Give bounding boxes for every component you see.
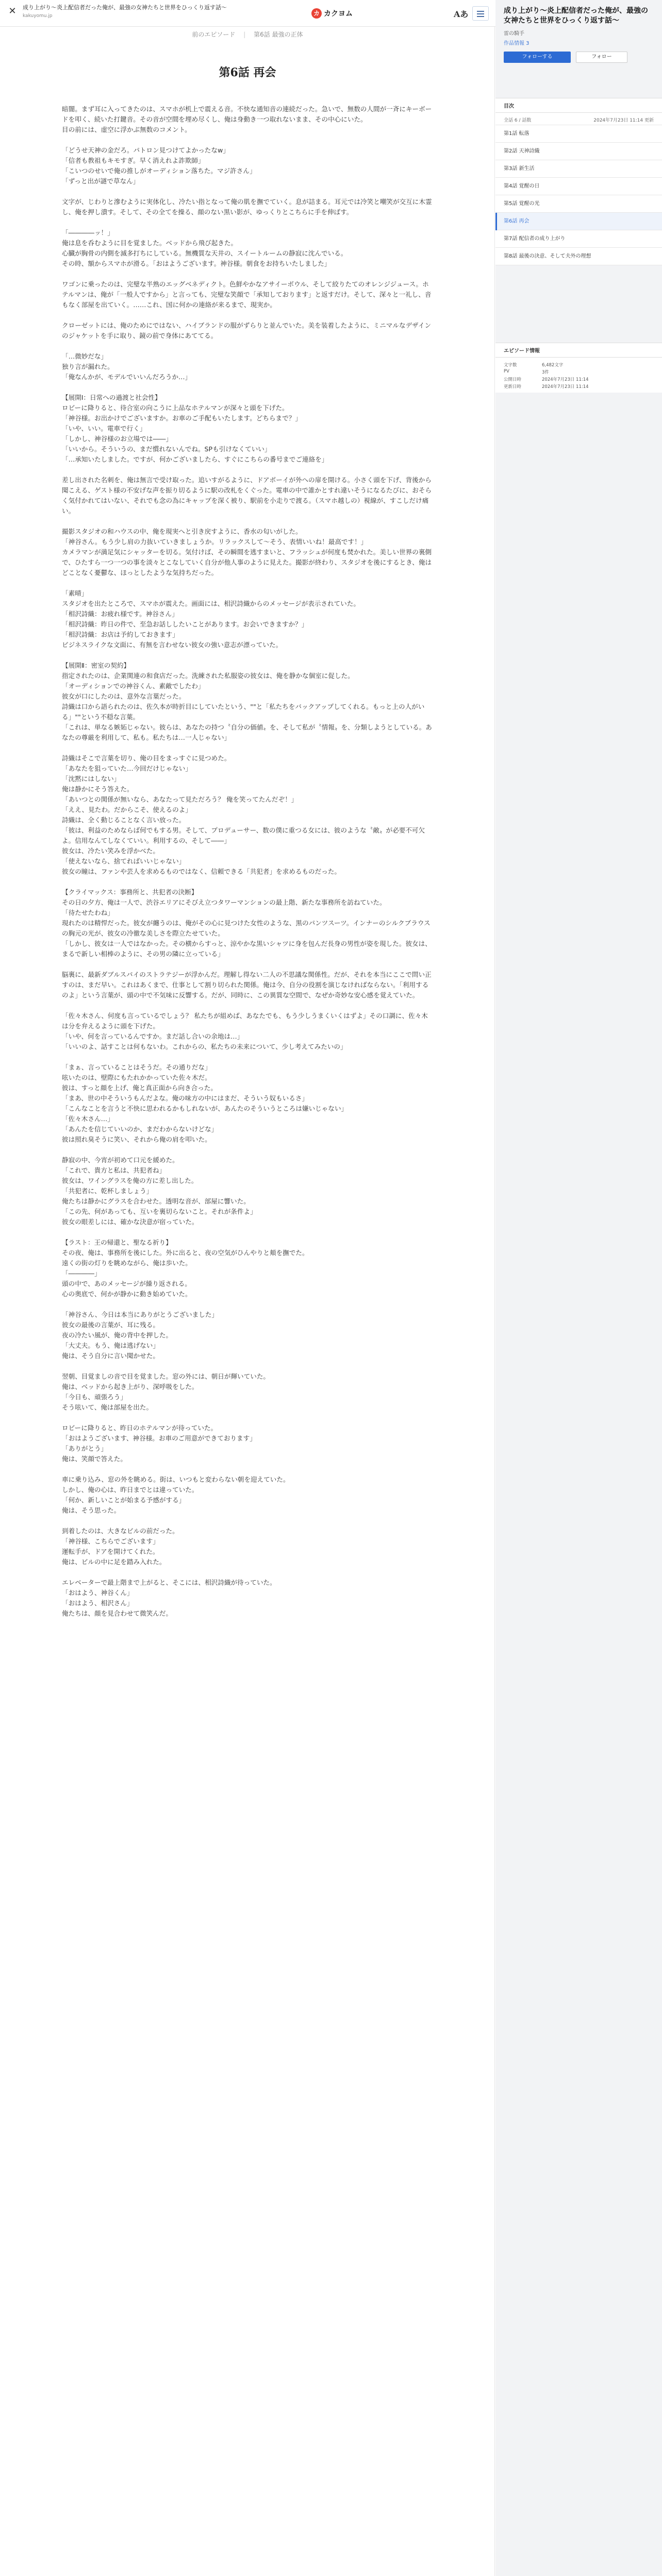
toc-item[interactable]: 第5話 覚醒の光 <box>495 195 662 213</box>
body-paragraph: 翌朝、目覚ましの音で目を覚ました。窓の外には、朝日が輝いていた。 俺は、ベッドから起き上がり、深呼吸をした。 「今日も、頑張ろう」 そう呟いて、俺は部屋を出た。 <box>62 1372 270 1411</box>
current-episode-link[interactable]: 第6話 最強の正体 <box>254 31 303 38</box>
site-logo-text: カクヨム <box>324 10 353 18</box>
sidebar <box>495 0 662 2576</box>
menu-button[interactable] <box>472 6 489 21</box>
toc-updated: 2024年7月23日 11:14 更新 <box>593 118 654 123</box>
reader-pane <box>0 27 495 2576</box>
body-paragraph: 静寂の中、今宵が初めて口元を緩めた。 「これで、貴方と私は、共犯者ね」 彼女は、ワイングラスを俺の方に差し出した。 「共犯者に、乾杯しましょう」 俺たちは静かにグラスを合わせた。透明な音が、部屋に響いた。 「この先、何があっても、互いを裏切らないこと。それが条件よ」 彼女の眼差しには、確かな決意が宿っていた。 <box>62 1156 257 1226</box>
toc-item[interactable]: 第7話 配信者の成り上がり <box>495 230 662 248</box>
toc-title: 目次 <box>495 98 662 113</box>
body-paragraph: 「…微妙だな」 独り言が漏れた。 「俺なんかが、モデルでいいんだろうか…」 <box>62 352 192 381</box>
episode-nav <box>0 30 495 39</box>
body-paragraph: 「まぁ、言っていることはそうだ。その通りだな」 呟いたのは、壁際にもたれかかっていた佐々木だ。 彼は、すっと顔を上げ、俺と真正面から向き合った。 「まあ、世の中そういうもんだよな。俺の味方の中にはまだ、そういう奴もいるさ」 「こんなことを言うと不快に思われるかもしれないが、あんたのそういうところは嫌いじゃない」 「佐々木さん…」 「あんたを信じていいのか、まだわからないけどな」 彼は照れ臭そうに笑い、それから俺の肩を叩いた。 <box>62 1063 348 1143</box>
info-key: PV <box>504 369 509 374</box>
close-icon[interactable]: ✕ <box>8 6 16 16</box>
episode-info <box>495 343 662 393</box>
info-list <box>495 361 662 389</box>
hamburger-icon <box>477 11 484 12</box>
body-paragraph: 暗闇。まず耳に入ってきたのは、スマホが机上で震える音。不快な通知音の連続だった。急いで、無数の人間が一斉にキーボードを叩く、続いた打鍵音。その音が空間を埋め尽くし、俺は身動き一つ取れないまま、その中心にいた。 目の前には、虚空に浮かぶ無数のコメント。 <box>62 105 432 133</box>
hamburger-icon-line <box>477 13 484 14</box>
toc-item[interactable]: 第4話 覚醒の日 <box>495 178 662 195</box>
body-paragraph: ワゴンに乗ったのは、完璧な半熟のエッグベネディクト。色鮮やかなアサイーボウル、そして絞りたてのオレンジジュース。ホテルマンは、俺が「一般人ですから」と言っても、完璧な笑顔で「承知しております」と返すだけ。そして、深々と一礼し、音もなく部屋を出ていく。……これ、国に何かの連絡が来るまで、現実か。 <box>62 280 432 309</box>
toc-item[interactable]: 第2話 天神詩織 <box>495 143 662 160</box>
body-paragraph: 脳裏に、最新ダブルスパイのストラテジーが浮かんだ。理解し得ない二人の不思議な関係性。だが、それを本当にここで問い正すのは、まだ早い。これはあくまで、仕事として割り切られた関係。俺は今、自分の役割を演じなければならない。「利用するのよ」という言葉が、頭の中で不気味に反響する。だが、同時に、この異質な空間で、なぜか奇妙な安心感を覚えていた。 <box>62 971 432 999</box>
body-paragraph: 【展開Ⅰ：日常への過渡と社会性】 ロビーに降りると、待合室の向こうに上品なホテルマンが深々と頭を下げた。 「神谷様。お出かけでございますか。お車のご手配もいたします。どちらまで？」 「いや、いい。電車で行く」 「しかし、神谷様のお立場では――」 「いいから。そういうの、まだ慣れないんでね。SPも引けなくていい」 「…承知いたしました。ですが、何かございましたら、すぐにこちらの番号までご連絡を」 <box>62 394 328 463</box>
body-paragraph: 差し出された名刺を、俺は無言で受け取った。追いすがるように、ドアボーイが外への扉を開ける。小さく頭を下げ、背後から聞こえる、ゲスト様の不安げな声を振り切るように駅の改札をくぐった。電車の中で誰かとすれ違いそうになるたびに、おそらく気付かれてはいない、それでも念の為にキャップを深く被り、駅前を小走りで渡る。（スマホ越しの）視線が、すこしだけ痛い。 <box>62 476 432 515</box>
toc-item[interactable]: 第6話 再会 <box>495 213 662 230</box>
info-row <box>495 361 662 368</box>
hamburger-icon-line <box>477 16 484 17</box>
work-card <box>495 0 662 70</box>
toc-list <box>495 125 662 265</box>
info-row <box>495 368 662 375</box>
info-value: 6,482文字 <box>542 363 564 368</box>
kakuyomu-logo-icon: カ <box>311 8 322 19</box>
body-paragraph: 「どうせ天神の金だろ。パトロン見つけてよかったなw」 「信者も教祖もキモすぎ。早く消えれよ詐欺師」 「こいつのせいで俺の推しがオーディション落ちた。マジ許さん」 「ずっと出が謎で草なん」 <box>62 146 256 185</box>
info-key: 更新日時 <box>504 384 522 389</box>
episode-info-title: エピソード情報 <box>495 343 662 358</box>
follow-author-button[interactable]: フォロー <box>576 52 627 63</box>
work-title[interactable]: 成り上がり〜炎上配信者だった俺が、最強の女神たちと世界をひっくり返す話〜 <box>504 7 648 25</box>
body-paragraph: 到着したのは、大きなビルの前だった。 「神谷様、こちらでございます」 運転手が、ドアを開けてくれた。 俺は、ビルの中に足を踏み入れた。 <box>62 1527 179 1566</box>
info-padding <box>495 389 662 393</box>
work-stats-link[interactable]: 作品情報 3 <box>504 41 529 46</box>
toc-item[interactable]: 第8話 最後の決意、そして夫外の理想 <box>495 248 662 265</box>
prev-episode-link[interactable]: 前のエピソード <box>192 31 236 38</box>
body-paragraph: 【クライマックス：事務所と、共犯者の決断】 その日の夕方、俺は一人で、渋谷エリアにそびえ立つタワーマンションの最上階、新たな事務所を訪ねていた。 「待たせたわね」 現れたのは精悍だった。彼女が纏うのは、俺がその心に見つけた女性のような、黒のパンツスーツ。インナーのシルクブラウスの胸元の光が、彼女の冷徹な美しさを際立たせていた。 「しかし、彼女は一人ではなかった。その横からすっと、涼やかな黒いシャツに身を包んだ長身の男性が姿を現した。彼女は、まるで新しい相棒のように、その男の隣に立っている」 <box>62 888 432 958</box>
info-key: 公開日時 <box>504 377 522 382</box>
body-paragraph: 【展開Ⅱ：密室の契約】 指定されたのは、企業関連の和食店だった。洗練された私服姿の彼女は、俺を静かな個室に促した。 「オーディションでの神谷くん、素敵でしたわ」 彼女が口にしたのは、意外な言葉だった。 詩織は口から語られたのは、佐久本が時折目にしていたという、""と「私たちをバックアップしてくれる。もっと上の人がいる」""という不穏な言葉。 「これは、単なる嫉妬じゃない。彼らは、あなたの持つ〝自分の価値〟を、そして私が〝情報〟を、分類しようとしている。あなたの尊厳を利用して、私も。私たちは…一人じゃない」 <box>62 662 432 741</box>
work-actions <box>504 52 654 63</box>
info-value: 2024年7月23日 11:14 <box>542 377 589 382</box>
body-paragraph: 詩織はそこで言葉を切り、俺の目をまっすぐに見つめた。 「あなたを狙っていた…今回だけじゃない」 「沈黙にはしない」 俺は静かにそう答えた。 「あいつとの関係が無いなら、あなたって見ただろう？ 俺を笑ってたんだぞ！」 「ええ、見たわ。だからこそ、使えるのよ」 詩織は、全く動じることなく言い放った。 「彼は、利益のためならば何でもする男。そして、プロデューサー、数の僕に重つる女には、彼のような〝敵〟が必要不可欠よ。信用なんてしなくていい。利用するの、そして――」 彼女は、冷たい笑みを浮かべた。 「使えないなら、捨てればいいじゃない」 彼女の瞳は、ファンや芸人を求めるものではなく、信頼できる「共犯者」を求めるものだった。 <box>62 754 425 875</box>
body-paragraph: エレベーターで最上階まで上がると、そこには、相沢詩織が待っていた。 「おはよう、神谷くん」 「おはよう、相沢さん」 俺たちは、顔を見合わせて微笑んだ。 <box>62 1579 276 1617</box>
follow-work-button[interactable]: フォローする <box>504 52 571 63</box>
body-paragraph: ロビーに降りると、昨日のホテルマンが待っていた。 「おはようございます、神谷様。お車のご用意ができております」 「ありがとう」 俺は、笑顔で答えた。 <box>62 1424 256 1463</box>
toc-count: 全話 6 / 話数 <box>504 118 532 123</box>
body-paragraph: 撮影スタジオの和ハウスの中、俺を現実へと引き戻すように、香水の匂いがした。 「神谷さん。もう少し肩の力抜いていきましょうか。リラックスして～そう、表情いいね！最高です！」 カメラマンが満足気にシャッターを切る。気付けば、その瞬間を逃すまいと、フラッシュが何度も焚かれた。美しい世界の裏側で、ひたすら一つ一つの事を淡々とこなしていく自分が他人事のように見えた。撮影が終わり、スタジオを後にするとき、俺はどことなく憂鬱な、ほっとしたような気持ちだった。 <box>62 528 432 577</box>
body-paragraph: クローゼットには、俺のためにではない、ハイブランドの服がずらりと並んでいた。美を装着したように、ミニマルなデザインのジャケットを手に取り、鏡の前で身体にあててる。 <box>62 321 432 340</box>
body-paragraph: 「――――ッ！」 俺は息を呑むように目を覚ました。ベッドから飛び起きた。 心臓が胸骨の内側を滅多打ちにしている。無機質な天井の、スイートルームの静寂に沈んでいる。 その時、額からスマホが滑る。「おはようございます。神谷様。朝食をお持ちいたしました」 <box>62 229 347 267</box>
site-logo[interactable] <box>311 7 353 20</box>
body-paragraph: 「佐々木さん、何度も言っているでしょう？ 私たちが組めば、あなたでも、もう少しうまくいくはずよ」その口調に、佐々木は分を弁えるように頭を下げた。 「いや、何を言っているんですか。まだ話し合いの余地は…」 「いいのよ、話すことは何もないわ。これからの、私たちの未来について、少し考えてみたいの」 <box>62 1012 428 1050</box>
window-title: 成り上がり〜炎上配信者だった俺が、最強の女神たちと世界をひっくり返す話〜 <box>23 4 227 11</box>
text-settings-button[interactable]: Aあ <box>454 9 469 19</box>
info-value: 3件 <box>542 370 549 375</box>
toc-item[interactable]: 第3話 新生活 <box>495 160 662 178</box>
body-paragraph: 【ラスト：王の帰還と、聖なる祈り】 その夜、俺は、事務所を後にした。外に出ると、夜の空気がひんやりと頬を撫でた。 遠くの街の灯りを眺めながら、俺は歩いた。 「――――」 頭の中で、あのメッセージが繰り返される。 心の奥底で、何かが静かに動き始めていた。 <box>62 1239 309 1298</box>
body-paragraph: 文字が、じわりと滲むように実体化し、冷たい指となって俺の肌を撫でていく。息が詰まる。耳元では冷笑と嘲笑が交互に木霊し、俺を押し潰す。そして、その全てを操る、顔のない黒い影が、ゆっくりとこちらに手を伸ばす。 <box>62 198 432 216</box>
table-of-contents <box>495 98 662 265</box>
episode-title: 第6話 再会 <box>219 66 276 79</box>
toc-meta <box>495 113 662 125</box>
nav-separator: | <box>243 31 246 38</box>
info-value: 2024年7月23日 11:14 <box>542 384 589 389</box>
page-url: kakuyomu.jp <box>23 13 53 19</box>
episode-body <box>62 104 433 1629</box>
info-row <box>495 375 662 382</box>
toc-item[interactable]: 第1話 転落 <box>495 125 662 143</box>
info-row <box>495 382 662 389</box>
info-key: 文字数 <box>504 363 517 368</box>
body-paragraph: 「素晴」 スタジオを出たところで、スマホが震えた。画面には、相沢詩織からのメッセージが表示されていた。 「相沢詩織：お疲れ様です。神谷さん」 「相沢詩織：昨日の件で、至急お話ししたいことがあります。お会いできますか？」 「相沢詩織：お店は予約しておきます」 ビジネスライクな文面に、有無を言わせない彼女の強い意志が漂っていた。 <box>62 589 360 649</box>
body-paragraph: 車に乗り込み、窓の外を眺める。街は、いつもと変わらない朝を迎えていた。 しかし、俺の心は、昨日までとは違っていた。 「何か、新しいことが始まる予感がする」 俺は、そう思った。 <box>62 1476 290 1514</box>
author-label[interactable]: 雷の騎手 <box>504 31 524 37</box>
body-paragraph: 「神谷さん、今日は本当にありがとうございました」 彼女の最後の言葉が、耳に残る。 夜の冷たい風が、俺の背中を押した。 「大丈夫。もう、俺は逃げない」 俺は、そう自分に言い聞かせた。 <box>62 1311 219 1360</box>
